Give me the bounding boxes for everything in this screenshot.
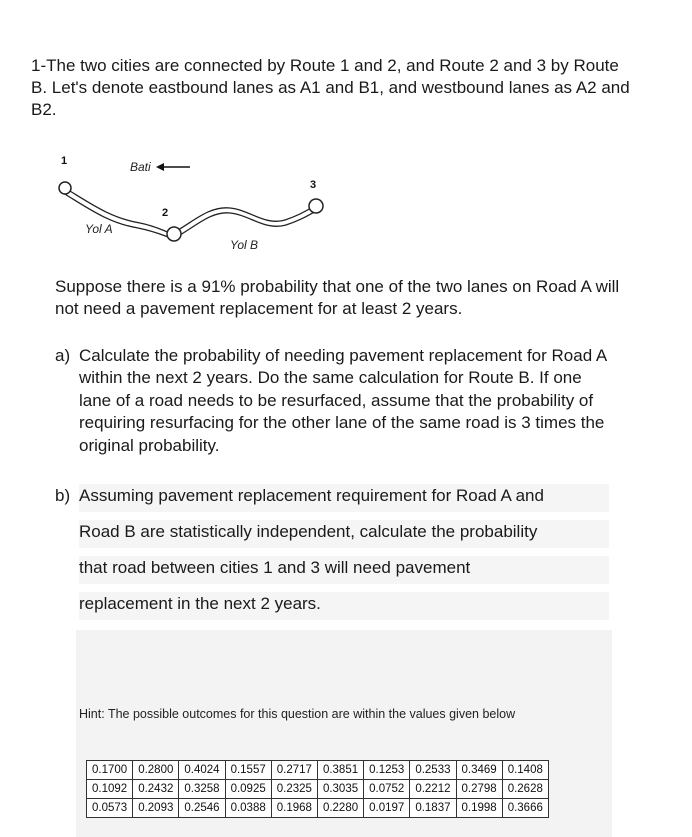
question-a-text: Calculate the probability of needing pavement replacement for Road A within the next 2 years. Do the same calculation for Route B. If one lane of a road needs to be resurfaced, assume that the probability of requiring resurfacing for the other lane of the same road is 3 times the original probability. (79, 346, 607, 455)
city-1-node (59, 182, 71, 194)
table-cell: 0.2798 (456, 780, 502, 799)
table-row (87, 761, 549, 780)
table-cell: 0.2432 (133, 780, 179, 799)
table-cell: 0.1998 (456, 799, 502, 818)
route-diagram (50, 148, 350, 258)
table-cell: 0.2546 (179, 799, 225, 818)
table-cell: 0.2628 (502, 780, 548, 799)
hint-text: Hint: The possible outcomes for this question are within the values given below (79, 707, 516, 721)
intro-text: 1-The two cities are connected by Route 1 and 2, and Route 2 and 3 by Route B. Let's denote eastbound lanes as A1 and B1, and westbound lanes as A2 and B2. (31, 56, 630, 119)
table-cell: 0.1968 (271, 799, 317, 818)
table-cell: 0.0925 (225, 780, 271, 799)
road-b-label: Yol B (230, 238, 259, 252)
road-a-label: Yol A (85, 222, 113, 236)
question-b-line: replacement in the next 2 years. (79, 592, 609, 620)
question-b-label: b) (55, 486, 71, 505)
table-cell: 0.2280 (317, 799, 363, 818)
table-cell: 0.2325 (271, 780, 317, 799)
table-cell: 0.2533 (410, 761, 456, 780)
table-cell: 0.0197 (364, 799, 410, 818)
table-row (87, 780, 549, 799)
node-1-label: 1 (61, 155, 68, 167)
table-cell: 0.1557 (225, 761, 271, 780)
question-a-label: a) (55, 346, 71, 365)
node-3-label: 3 (310, 179, 317, 191)
table-cell: 0.3258 (179, 780, 225, 799)
road-b-line-inner (180, 211, 316, 235)
road-a-line-inner (63, 193, 168, 237)
probability-paragraph: Suppose there is a 91% probability that one of the two lanes on Road A will not need a pavement replacement for at least 2 years. (55, 277, 620, 318)
table-cell: 0.2717 (271, 761, 317, 780)
table-cell: 0.3851 (317, 761, 363, 780)
table-cell: 0.2800 (133, 761, 179, 780)
table-cell: 0.0388 (225, 799, 271, 818)
question-a (55, 345, 615, 457)
values-table (86, 760, 549, 818)
road-b-line (178, 206, 314, 230)
city-3-node (309, 199, 323, 213)
table-cell: 0.1253 (364, 761, 410, 780)
table-cell: 0.3666 (502, 799, 548, 818)
table-cell: 0.4024 (179, 761, 225, 780)
table-cell: 0.1837 (410, 799, 456, 818)
table-cell: 0.2093 (133, 799, 179, 818)
table-cell: 0.3469 (456, 761, 502, 780)
table-cell: 0.1092 (87, 780, 133, 799)
question-b-line: that road between cities 1 and 3 will need pavement (79, 556, 609, 584)
table-cell: 0.0752 (364, 780, 410, 799)
node-2-label: 2 (162, 207, 169, 219)
table-cell: 0.1700 (87, 761, 133, 780)
arrowhead-icon (156, 163, 164, 171)
table-row (87, 799, 549, 818)
road-a-line (65, 188, 170, 233)
city-2-node (167, 227, 181, 241)
table-cell: 0.0573 (87, 799, 133, 818)
direction-label: Bati (130, 160, 151, 174)
question-b-line: Assuming pavement replacement requirement for Road A and (79, 484, 609, 512)
table-cell: 0.3035 (317, 780, 363, 799)
table-cell: 0.2212 (410, 780, 456, 799)
question-b-line: Road B are statistically independent, calculate the probability (79, 520, 609, 548)
table-cell: 0.1408 (502, 761, 548, 780)
